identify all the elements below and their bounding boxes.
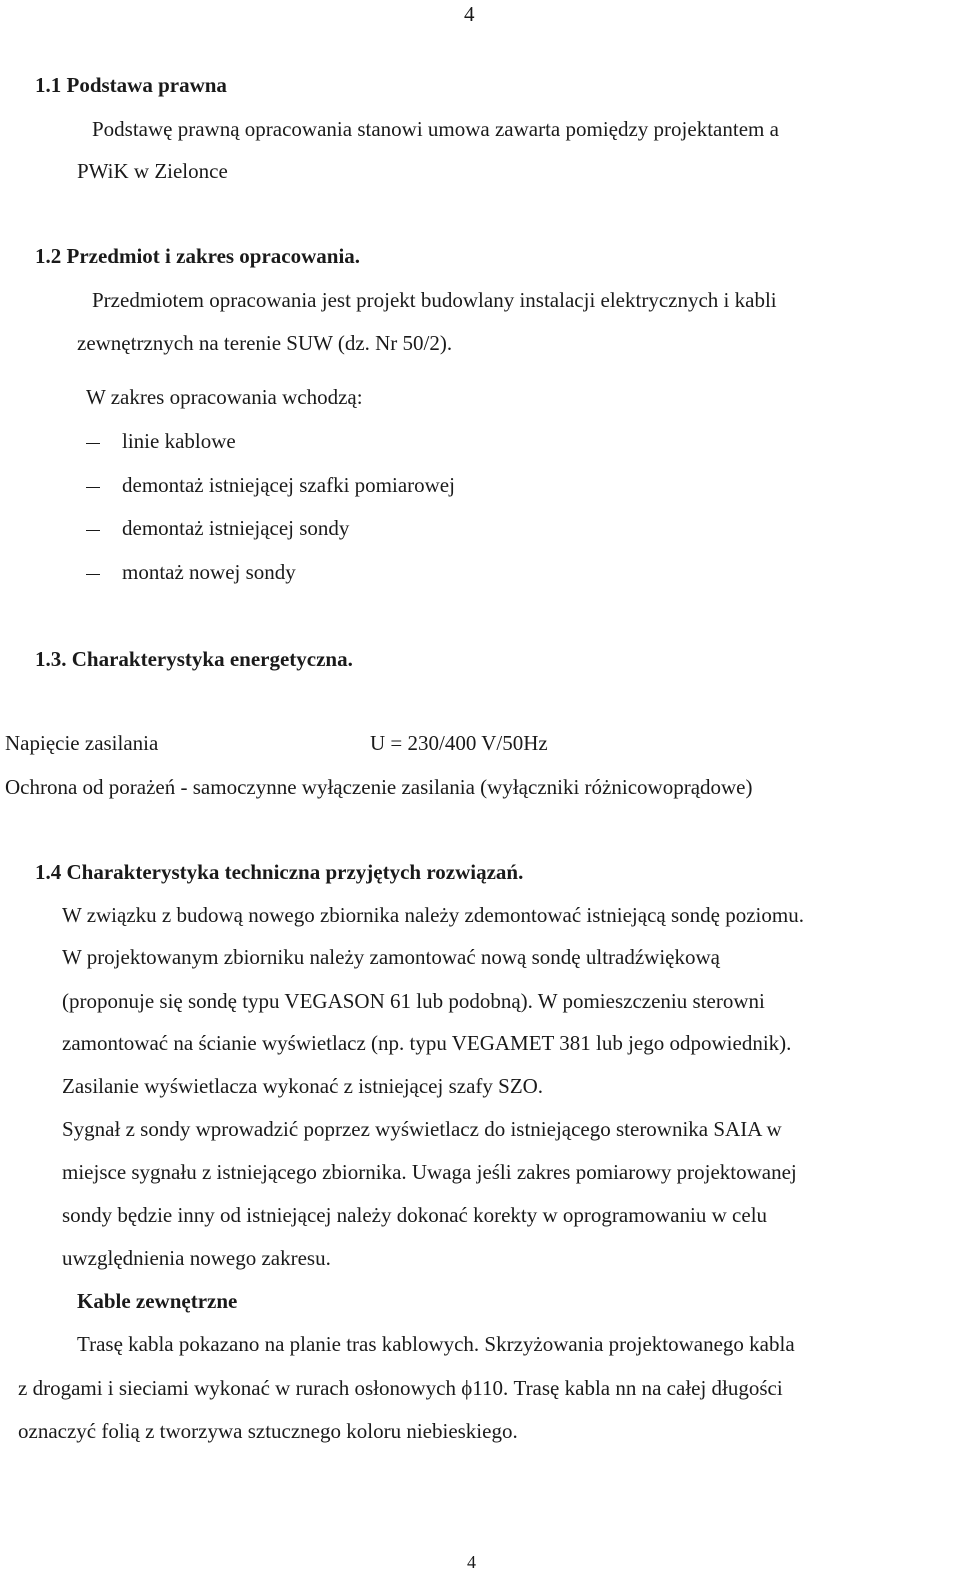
- paragraph-line: Zasilanie wyświetlacza wykonać z istniejącej szafy SZO.: [62, 1074, 544, 1098]
- heading-1-1: 1.1 Podstawa prawna: [35, 73, 227, 97]
- paragraph-line: z drogami i sieciami wykonać w rurach osłonowych ϕ110. Trasę kabla nn na całej długości: [18, 1376, 783, 1400]
- heading-1-2: 1.2 Przedmiot i zakres opracowania.: [35, 244, 361, 268]
- paragraph-line: Podstawę prawną opracowania stanowi umowa zawarta pomiędzy projektantem a: [92, 117, 779, 141]
- paragraph-line: Przedmiotem opracowania jest projekt budowlany instalacji elektrycznych i kabli: [92, 288, 777, 312]
- scope-item-label: demontaż istniejącej sondy: [122, 516, 350, 540]
- paragraph-line: W projektowanym zbiorniku należy zamontować nową sondę ultradźwiękową: [62, 945, 720, 969]
- subheading-kable-zewnetrzne: Kable zewnętrzne: [77, 1289, 238, 1313]
- scope-intro: W zakres opracowania wchodzą:: [86, 385, 363, 409]
- heading-1-4: 1.4 Charakterystyka techniczna przyjętych rozwiązań.: [35, 860, 524, 884]
- paragraph-line: sondy będzie inny od istniejącej należy dokonać korekty w oprogramowaniu w celu: [62, 1203, 768, 1227]
- dash-bullet-icon: [86, 487, 100, 488]
- heading-1-3: 1.3. Charakterystyka energetyczna.: [35, 647, 353, 671]
- dash-bullet-icon: [86, 574, 100, 575]
- paragraph-line: miejsce sygnału z istniejącego zbiornika. Uwaga jeśli zakres pomiarowy projektowanej: [62, 1160, 797, 1184]
- scope-item-label: linie kablowe: [122, 429, 236, 453]
- paragraph-line: W związku z budową nowego zbiornika należy zdemontować istniejącą sondę poziomu.: [62, 903, 804, 927]
- paragraph-line: PWiK w Zielonce: [77, 159, 228, 183]
- scope-item-label: montaż nowej sondy: [122, 560, 296, 584]
- voltage-value: U = 230/400 V/50Hz: [370, 731, 548, 755]
- dash-bullet-icon: [86, 530, 100, 531]
- paragraph-line: zewnętrznych na terenie SUW (dz. Nr 50/2).: [77, 331, 453, 355]
- paragraph-line: oznaczyć folią z tworzywa sztucznego koloru niebieskiego.: [18, 1419, 518, 1443]
- protection-text: Ochrona od porażeń - samoczynne wyłączenie zasilania (wyłączniki różnicowoprądowe): [5, 775, 753, 799]
- paragraph-line: uwzględnienia nowego zakresu.: [62, 1246, 331, 1270]
- page-number-bottom: 4: [467, 1552, 476, 1572]
- dash-bullet-icon: [86, 443, 100, 444]
- paragraph-line: Trasę kabla pokazano na planie tras kablowych. Skrzyżowania projektowanego kabla: [77, 1332, 795, 1356]
- page-number-top: 4: [464, 2, 475, 26]
- paragraph-line: (proponuje się sondę typu VEGASON 61 lub podobną). W pomieszczeniu sterowni: [62, 989, 765, 1013]
- voltage-label: Napięcie zasilania: [5, 731, 159, 755]
- scope-item-label: demontaż istniejącej szafki pomiarowej: [122, 473, 455, 497]
- paragraph-line: Sygnał z sondy wprowadzić poprzez wyświetlacz do istniejącego sterownika SAIA w: [62, 1117, 782, 1141]
- paragraph-line: zamontować na ścianie wyświetlacz (np. typu VEGAMET 381 lub jego odpowiednik).: [62, 1031, 792, 1055]
